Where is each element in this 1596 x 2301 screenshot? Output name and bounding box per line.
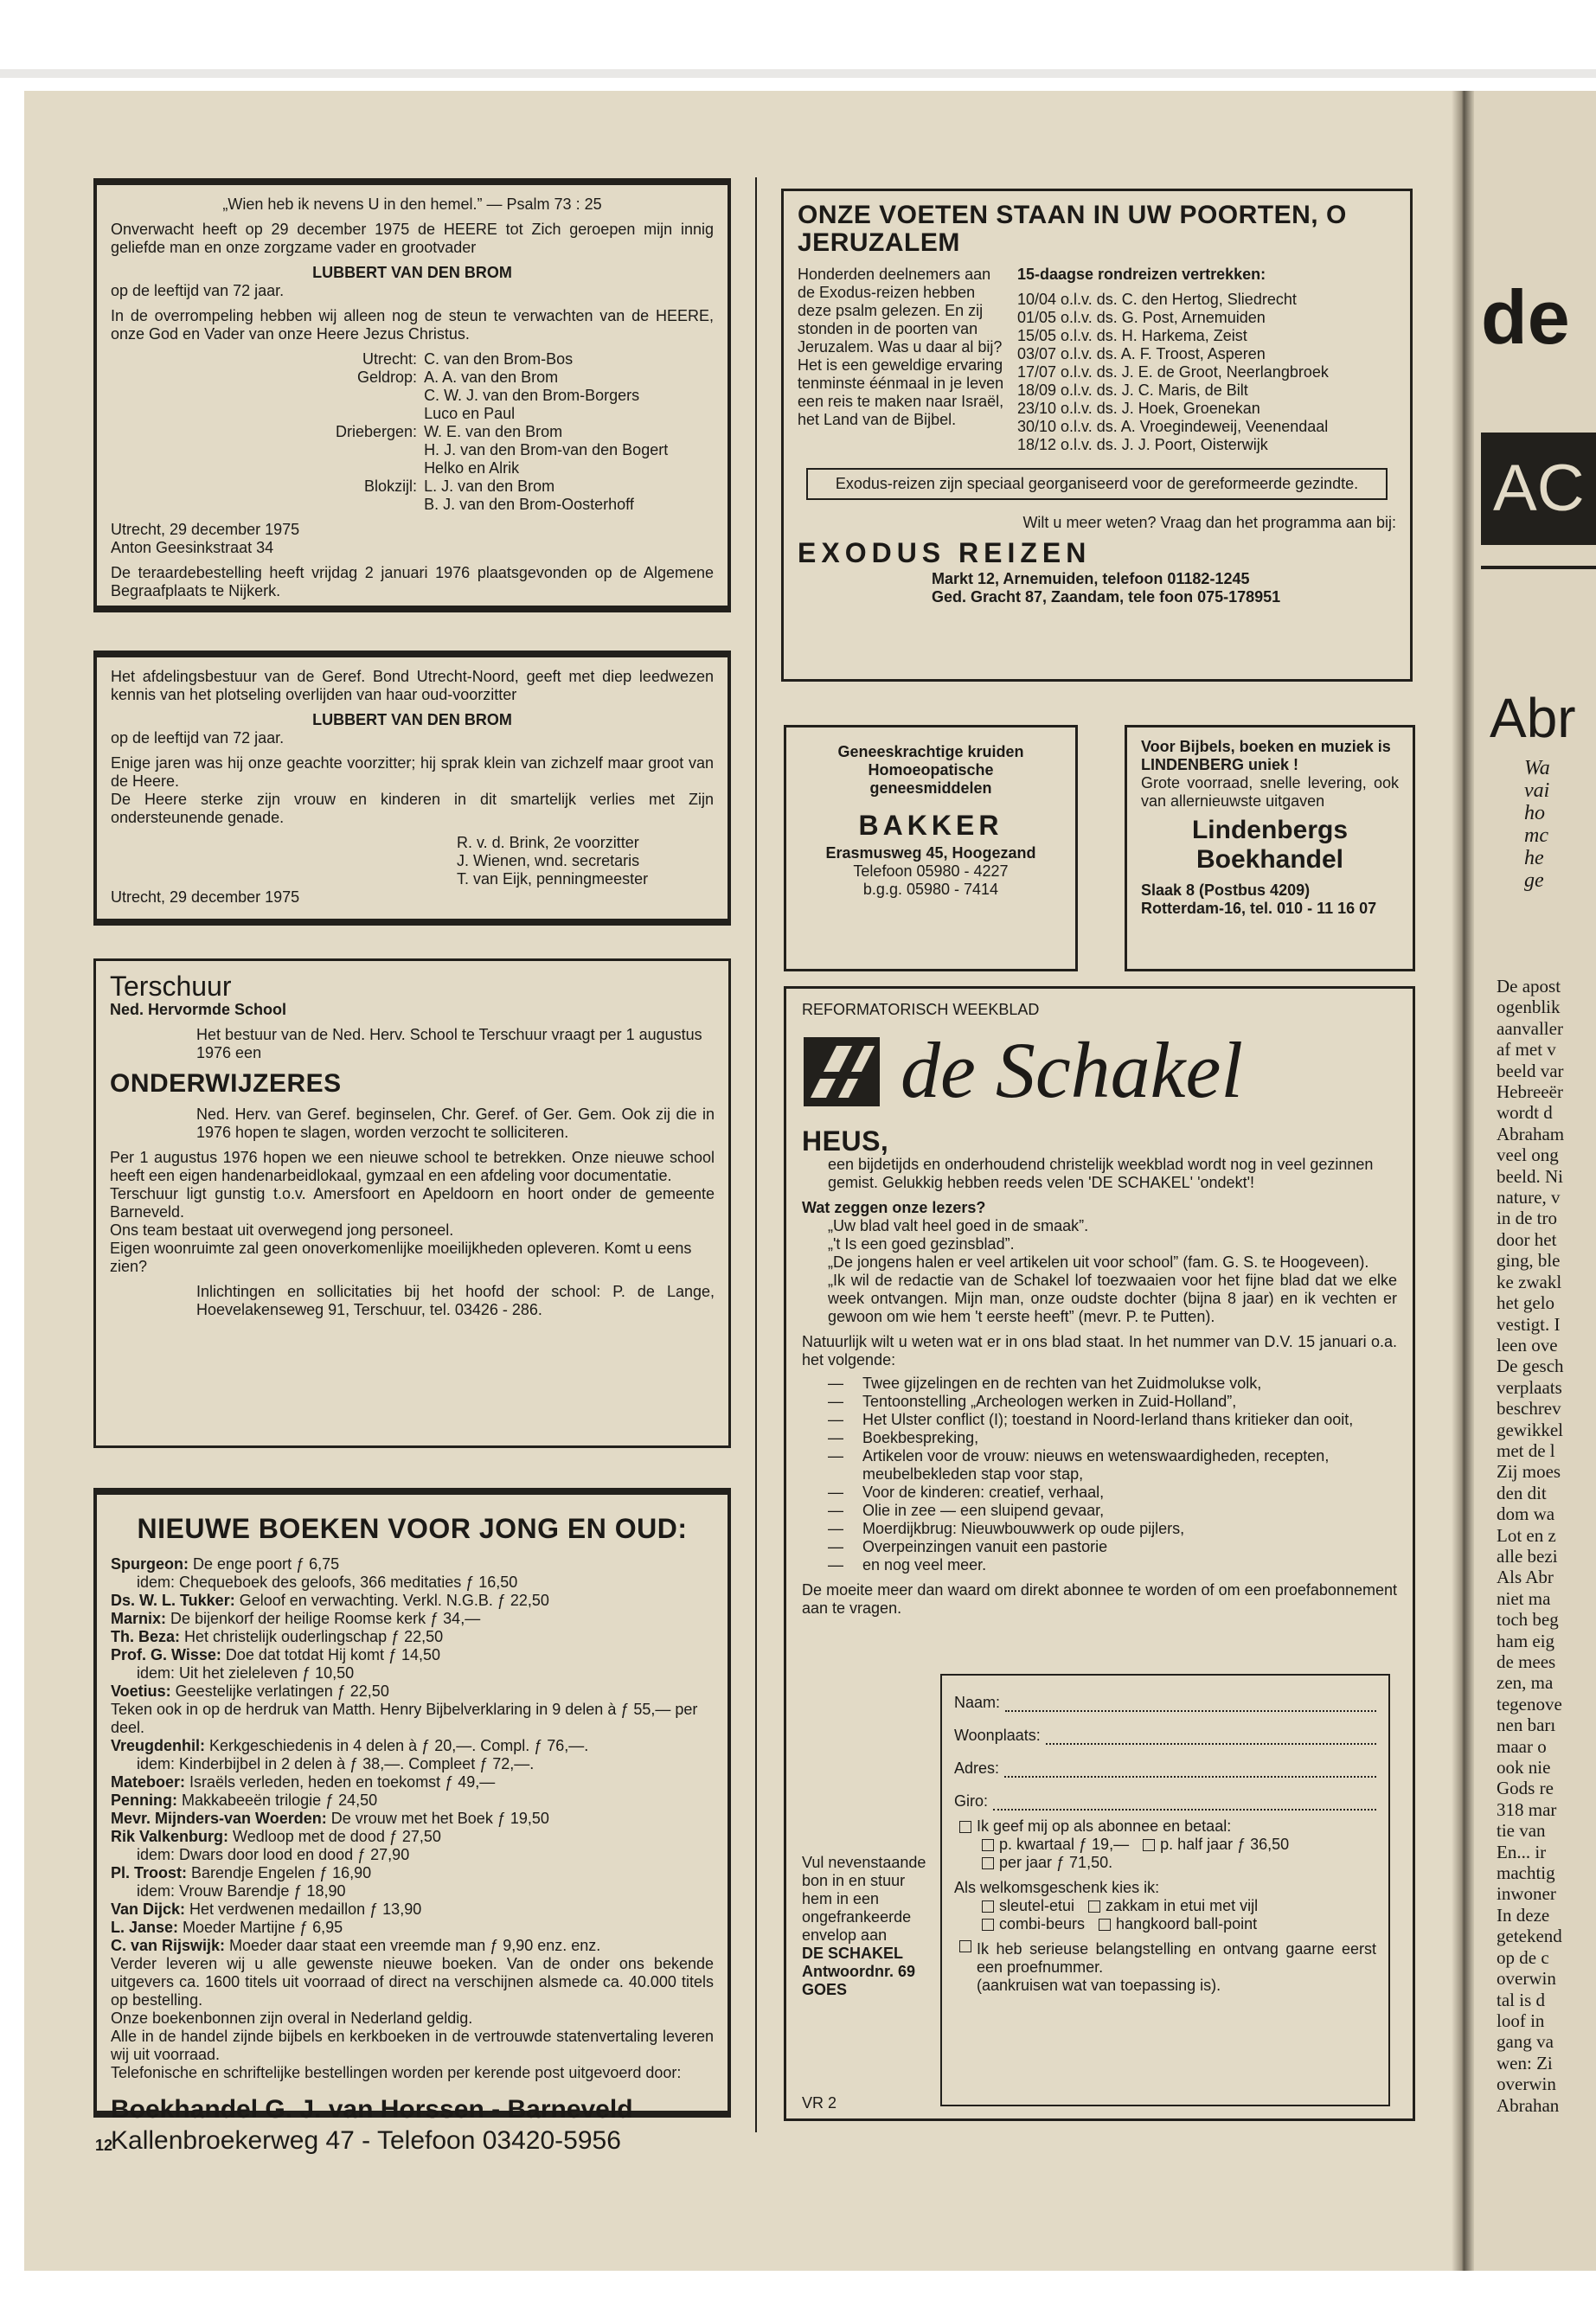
- coupon-code: VR 2: [802, 2094, 837, 2112]
- bakker-phone: Telefoon 05980 - 4227: [853, 862, 1009, 880]
- books-body-3: Alle in de handel zijnde bijbels en kerkboeken in de vertrouwde statenvertaling leveren wij uit voorraad.: [111, 2028, 714, 2063]
- coupon-to-3: GOES: [802, 1981, 848, 1998]
- bakker-phone-alt: b.g.g. 05980 - 7414: [862, 881, 999, 898]
- next-page-line: inwoner: [1497, 1883, 1556, 1905]
- next-page-line: De gesch: [1497, 1356, 1564, 1377]
- tour-entry: 30/10 o.l.v. ds. A. Vroegindeweij, Veenendaal: [1017, 418, 1329, 435]
- tour-entry: 03/07 o.l.v. ds. A. F. Troost, Asperen: [1017, 345, 1266, 362]
- family-list: [336, 350, 714, 514]
- address-field[interactable]: Adres:: [954, 1745, 1376, 1778]
- lindenberg-ad: [1125, 725, 1415, 971]
- next-page-line: gang va: [1497, 2031, 1554, 2053]
- book-entry: [111, 1574, 714, 1592]
- book-entry: [111, 1919, 714, 1937]
- next-page-line: Abrahan: [1497, 2094, 1560, 2116]
- reader-quote: „De jongens halen er veel artikelen uit voor school” (fam. G. S. te Hoogeveen).: [828, 1253, 1369, 1271]
- next-page-line: Als Abr: [1497, 1567, 1554, 1588]
- tour-entry: 18/12 o.l.v. ds. J. J. Poort, Oisterwijk: [1017, 436, 1268, 453]
- book-entry: [111, 1628, 714, 1646]
- family-place: [336, 387, 417, 405]
- exodus-headline: ONZE VOETEN STAAN IN UW POORTEN, O JERUZALEM: [798, 201, 1347, 257]
- family-place: Driebergen:: [336, 423, 418, 440]
- bakker-herbs-ad: [784, 725, 1078, 971]
- next-page-line: aanvaller: [1497, 1017, 1563, 1039]
- next-page-line: veel ong: [1497, 1144, 1559, 1166]
- issue-contents: [828, 1375, 1397, 1574]
- next-page-title: Abr: [1490, 687, 1576, 749]
- next-page-line: tal is d: [1497, 1989, 1545, 2010]
- book-author: Prof. G. Wisse:: [111, 1646, 221, 1663]
- psalm-quote: „Wien heb ik nevens U in den hemel.” — Psalm 73 : 25: [222, 195, 602, 213]
- next-page-italic-line: mc: [1524, 824, 1548, 847]
- book-author: Mateboer:: [111, 1773, 186, 1791]
- next-page-line: verplaats: [1497, 1376, 1562, 1398]
- school-vacancy-ad: [93, 958, 731, 1448]
- family-place: Utrecht:: [362, 350, 418, 368]
- next-page-line: leen ove: [1497, 1334, 1558, 1356]
- book-entry: [111, 1810, 714, 1828]
- lindenberg-address-1: Slaak 8 (Postbus 4209): [1141, 881, 1311, 899]
- next-page-line: loof in: [1497, 2009, 1545, 2031]
- page-number: 12: [95, 2137, 113, 2154]
- next-page-line: overwin: [1497, 2073, 1556, 2095]
- coupon-instructions: [802, 1854, 932, 2112]
- deceased-age: op de leeftijd van 72 jaar.: [111, 282, 285, 299]
- book-title: De enge poort ƒ 6,75: [189, 1555, 340, 1573]
- book-title: idem: Vrouw Barendje ƒ 18,90: [137, 1882, 346, 1900]
- reader-quote: „Ik wil de redactie van de Schakel lof toezwaaien voor het fijne blad dat we elke week ontvangen. Mijn man, onze oudste dochter (bijna 8 jaar) en ik vechten er gewoon om wie hem 't eerste heeft” (mevr. P. te Putten).: [828, 1272, 1397, 1325]
- schakel-outro: De moeite meer dan waard om direkt abonnee te worden of om een proefabonnement aan te vragen.: [802, 1581, 1397, 1617]
- book-title: Doe dat totdat Hij komt ƒ 14,50: [221, 1646, 441, 1663]
- next-page-line: beeld var: [1497, 1060, 1564, 1081]
- next-page-line: af met v: [1497, 1039, 1556, 1061]
- books-body-4: Telefonische en schriftelijke bestellingen worden per kerende post uitgevoerd door:: [111, 2064, 682, 2081]
- family-member: B. J. van den Brom-Oosterhoff: [424, 496, 634, 513]
- book-author: Penning:: [111, 1791, 177, 1809]
- schakel-next: Natuurlijk wilt u weten wat er in ons blad staat. In het nummer van D.V. 15 januari o.a. het volgende:: [802, 1333, 1397, 1368]
- next-page-italic-line: he: [1524, 847, 1544, 869]
- book-entry: [111, 1882, 714, 1900]
- school-name: Ned. Hervormde School: [110, 1001, 287, 1018]
- issue-item: — Artikelen voor de vrouw: nieuws en wetenswaardigheden, recepten, meubelbekleden stap voor stap,: [828, 1447, 1330, 1483]
- book-author: Voetius:: [111, 1682, 171, 1700]
- page-gutter: [1452, 91, 1474, 2271]
- bookshop-address: Kallenbroekerweg 47 - Telefoon 03420-5956: [111, 2126, 621, 2155]
- family-member: W. E. van den Brom: [424, 423, 563, 440]
- book-title: Geestelijke verlatingen ƒ 22,50: [170, 1682, 389, 1700]
- next-page-line: En... ir: [1497, 1841, 1547, 1862]
- issue-item: — Overpeinzingen vanuit een pastorie: [828, 1538, 1108, 1555]
- next-page-line: het gelo: [1497, 1292, 1555, 1314]
- next-page-italic: [1524, 757, 1550, 892]
- family-member: H. J. van den Brom-van den Bogert: [424, 441, 669, 458]
- family-member: C. van den Brom-Bos: [424, 350, 574, 368]
- book-entry: [111, 1773, 714, 1791]
- next-page-line: Abraham: [1497, 1123, 1565, 1144]
- next-page-line: wen: Zi: [1497, 2052, 1553, 2073]
- subscribe-checkbox[interactable]: [959, 1821, 971, 1833]
- book-entry: [111, 1701, 714, 1737]
- next-page-line: ging, ble: [1497, 1250, 1561, 1272]
- bond-intro: Het afdelingsbestuur van de Geref. Bond Utrecht-Noord, geeft met diep leedwezen kennis van het plotseling overlijden van haar oud-voorzitter: [111, 668, 714, 703]
- book-entry: [111, 1791, 714, 1810]
- bakker-address: Erasmusweg 45, Hoogezand: [825, 844, 1036, 862]
- book-entry: [111, 1664, 714, 1682]
- book-title: Teken ook in op de herdruk van Matth. Henry Bijbelverklaring in 9 delen à ƒ 55,— per deel.: [111, 1701, 698, 1736]
- issue-item: — Tentoonstelling „Archeologen werken in Zuid-Holland”,: [828, 1393, 1237, 1410]
- book-title: Makkabeeën trilogie ƒ 24,50: [177, 1791, 378, 1809]
- schakel-intro: een bijdetijds en onderhoudend christelijk weekblad wordt nog in veel gezinnen gemist. Gelukkig hebben reeds velen 'DE SCHAKEL' 'ondekt'!: [828, 1156, 1374, 1191]
- job-title: ONDERWIJZERES: [110, 1069, 342, 1098]
- exodus-text: Honderden deelnemers aan de Exodus-reizen hebben deze psalm gelezen. En zij stonden in de poorten van Jeruzalem. Was u daar al bij? Het is een geweldige ervaring tenminste éénmaal in je leven een reis te maken naar Israël, het Land van de Bijbel.: [798, 266, 1004, 428]
- tour-entry: 18/09 o.l.v. ds. J. C. Maris, de Bilt: [1017, 381, 1248, 399]
- signer: T. van Eijk, penningmeester: [457, 870, 649, 888]
- family-place: Blokzijl:: [364, 478, 418, 495]
- issue-item: — Moerdijkbrug: Nieuwbouwwerk op oude pijlers,: [828, 1520, 1185, 1537]
- next-page-line: 318 mar: [1497, 1798, 1557, 1820]
- obituary-family: [93, 178, 731, 612]
- lindenberg-address-2: Rotterdam-16, tel. 010 - 11 16 07: [1141, 900, 1377, 917]
- gift-pen-checkbox[interactable]: [1099, 1919, 1111, 1931]
- book-author: Mevr. Mijnders-van Woerden:: [111, 1810, 327, 1827]
- next-page-line: Gods re: [1497, 1778, 1554, 1799]
- next-page-column: [1497, 976, 1596, 2116]
- book-title: idem: Dwars door lood en dood ƒ 27,90: [137, 1846, 410, 1863]
- next-page-line: gewikkel: [1497, 1419, 1563, 1440]
- obituary-faith: In de overrompeling hebben wij alleen nog de steun te verwachten van de HEERE, onze God en Vader van onze Heere Jezus Christus.: [111, 307, 714, 343]
- exodus-travel-ad: [781, 189, 1413, 682]
- next-page-line: Zij moes: [1497, 1461, 1561, 1483]
- bakker-line: Homoeopatische: [868, 761, 994, 779]
- tour-entry: 01/05 o.l.v. ds. G. Post, Arnemuiden: [1017, 309, 1266, 326]
- book-author: Pl. Troost:: [111, 1864, 188, 1881]
- book-entry: [111, 1755, 714, 1773]
- book-title: Kerkgeschiedenis in 4 delen à ƒ 20,—. Compl. ƒ 76,—.: [205, 1737, 589, 1754]
- book-entry: [111, 1610, 714, 1628]
- next-page-line: getekend: [1497, 1926, 1562, 1947]
- book-title: Moeder daar staat een vreemde man ƒ 9,90 enz. enz.: [225, 1937, 601, 1954]
- next-page-line: op de c: [1497, 1946, 1549, 1968]
- bond-body-1: Enige jaren was hij onze geachte voorzitter; hij sprak klein van zichzelf maar groot van de Heere.: [111, 754, 714, 790]
- book-title: Moeder Martijne ƒ 6,95: [178, 1919, 343, 1936]
- column-divider: [755, 177, 757, 2132]
- issue-item: — Boekbespreking,: [828, 1429, 979, 1446]
- next-page-line: tegenove: [1497, 1693, 1562, 1715]
- book-entry: [111, 1682, 714, 1701]
- next-page-line: de mees: [1497, 1651, 1556, 1672]
- next-page-line: wordt d: [1497, 1102, 1553, 1124]
- exodus-address-1: Markt 12, Arnemuiden, telefoon 01182-1245: [932, 570, 1250, 587]
- book-title: Het christelijk ouderlingschap ƒ 22,50: [180, 1628, 444, 1645]
- school-body-4: Eigen woonruimte zal geen onoverkomenlijke moeilijkheden opleveren. Komt u eens zien?: [110, 1240, 692, 1275]
- quarter-checkbox[interactable]: [982, 1839, 994, 1851]
- viewer-top-bar: [0, 69, 1596, 78]
- subscription-coupon: Naam: Woonplaats: Adres: Giro: Ik geef mij op als abonnee en betaal: p. kwartaal ƒ 19,— p. half jaar ƒ 36,50 per jaar ƒ 71,50. Als welkomsgeschenk kies ik: sleutel-etui zakkam in etui met vijl combi-beurs hangkoord ball-point Ik heb serieuse belangstelling en ontvang gaarne eerst een proefnummer. (aankruisen wat van toepassing is).: [940, 1674, 1390, 2106]
- book-title: Geloof en verwachting. Verkl. N.G.B. ƒ 22,50: [234, 1592, 549, 1609]
- book-author: Th. Beza:: [111, 1628, 181, 1645]
- gift-purse-checkbox[interactable]: [982, 1919, 994, 1931]
- next-page-line: in de tro: [1497, 1208, 1557, 1229]
- book-entry: [111, 1737, 714, 1755]
- tour-entry: 23/10 o.l.v. ds. J. Hoek, Groenekan: [1017, 400, 1260, 417]
- next-page-line: ogenblik: [1497, 997, 1561, 1018]
- book-title: Wedloop met de dood ƒ 27,50: [228, 1828, 441, 1845]
- bond-body-2: De Heere sterke zijn vrouw en kinderen in dit smartelijk verlies met Zijn ondersteunende genade.: [111, 791, 714, 826]
- burial-notice: De teraardebestelling heeft vrijdag 2 januari 1976 plaatsgevonden op de Algemene Begraafplaats te Nijkerk.: [111, 564, 714, 599]
- book-author: C. van Rijswijk:: [111, 1937, 226, 1954]
- gift-etui-checkbox[interactable]: [982, 1900, 994, 1913]
- book-title: idem: Uit het zieleleven ƒ 10,50: [137, 1664, 355, 1682]
- school-body-1: Per 1 augustus 1976 hopen we een nieuwe school te betrekken. Onze nieuwe school heeft een eigen handenarbeidlokaal, gymzaal en een afdeling voor documentatie.: [110, 1149, 715, 1184]
- bakker-line: geneesmiddelen: [869, 779, 992, 797]
- book-author: Ds. W. L. Tukker:: [111, 1592, 235, 1609]
- schakel-question: Wat zeggen onze lezers?: [802, 1199, 986, 1216]
- school-place: Terschuur: [110, 971, 232, 1002]
- next-page-line: nen barı: [1497, 1715, 1556, 1736]
- book-entry: [111, 1828, 714, 1846]
- lindenberg-sub: Grote voorraad, snelle levering, ook van allernieuwste uitgaven: [1141, 774, 1399, 810]
- book-title: De vrouw met het Boek ƒ 19,50: [326, 1810, 549, 1827]
- lindenberg-head: Voor Bijbels, boeken en muziek is LINDENBERG uniek !: [1141, 738, 1391, 773]
- issue-item: — Het Ulster conflict (I); toestand in Noord-Ierland thans kritieker dan ooit,: [828, 1411, 1354, 1428]
- bond-date: Utrecht, 29 december 1975: [111, 888, 300, 906]
- schakel-logo: de Schakel: [901, 1026, 1243, 1114]
- book-author: Rik Valkenburg:: [111, 1828, 229, 1845]
- coupon-to-1: DE SCHAKEL: [802, 1945, 904, 1962]
- reader-quote: „'t Is een goed gezinsblad”.: [828, 1235, 1015, 1253]
- issue-item: — Olie in zee — een sluipend gevaar,: [828, 1502, 1105, 1519]
- lindenberg-name-2: Boekhandel: [1195, 845, 1344, 874]
- tour-entry: 17/07 o.l.v. ds. J. E. de Groot, Neerlangbroek: [1017, 363, 1329, 381]
- family-member: C. W. J. van den Brom-Borgers: [424, 387, 640, 404]
- reader-quotes: [828, 1217, 1397, 1326]
- deceased-name: LUBBERT VAN DEN BROM: [312, 264, 512, 281]
- book-entry: [111, 1900, 714, 1919]
- giro-field[interactable]: Giro:: [954, 1778, 1376, 1811]
- job-requirements: Ned. Herv. van Geref. beginselen, Chr. Geref. of Ger. Gem. Ook zij die in 1976 hopen te slagen, worden verzocht te solliciteren.: [196, 1106, 715, 1141]
- next-page-italic-line: vai: [1524, 779, 1550, 802]
- book-title: idem: Kinderbijbel in 2 delen à ƒ 38,—. Compleet ƒ 72,—.: [137, 1755, 535, 1772]
- name-field[interactable]: Naam:: [954, 1679, 1376, 1712]
- next-page-line: beschrev: [1497, 1398, 1561, 1420]
- family-place: [336, 441, 417, 459]
- gift-label: Als welkomsgeschenk kies ik:: [954, 1879, 1160, 1896]
- books-title: NIEUWE BOEKEN VOOR JONG EN OUD:: [137, 1513, 688, 1544]
- next-page-line: machtig: [1497, 1862, 1555, 1884]
- halfyear-checkbox[interactable]: [1143, 1839, 1155, 1851]
- book-entry: [111, 1555, 714, 1574]
- bakker-line: Geneeskrachtige kruiden: [837, 743, 1024, 760]
- books-body-2: Onze boekenbonnen zijn overal in Nederland geldig.: [111, 2009, 473, 2027]
- next-page-line: zen, ma: [1497, 1672, 1554, 1694]
- next-page-line: nature, v: [1497, 1187, 1561, 1208]
- book-entry: [111, 1846, 714, 1864]
- book-title: Het verdwenen medaillon ƒ 13,90: [185, 1900, 422, 1918]
- books-body-1: Verder leveren wij u alle gewenste nieuwe boeken. Van de onder ons bekende uitgevers ca. 1600 titels uit voorraad of direct na verschijnen alsmede ca. 40.000 titels op bestelling.: [111, 1955, 714, 2009]
- bookshop-name: Boekhandel G. J. van Horssen - Barneveld: [111, 2095, 633, 2124]
- book-author: L. Janse:: [111, 1919, 179, 1936]
- next-page-line: den dit: [1497, 1482, 1547, 1503]
- lindenberg-name-1: Lindenbergs: [1191, 816, 1348, 844]
- gift-comb-checkbox[interactable]: [1088, 1900, 1100, 1913]
- next-page-line: toch beg: [1497, 1609, 1559, 1631]
- family-place: [336, 496, 417, 514]
- bakker-name: BAKKER: [858, 810, 1003, 841]
- year-checkbox[interactable]: [982, 1857, 994, 1869]
- next-page-line: door het: [1497, 1228, 1557, 1250]
- book-title: Barendje Engelen ƒ 16,90: [187, 1864, 372, 1881]
- bond-deceased-age: op de leeftijd van 72 jaar.: [111, 729, 285, 747]
- reader-quote: „Uw blad valt heel goed in de smaak”.: [828, 1217, 1089, 1234]
- next-page-line: niet ma: [1497, 1587, 1551, 1609]
- next-page-line: tie van: [1497, 1820, 1546, 1842]
- book-entry: [111, 1592, 714, 1610]
- book-title: De bijenkorf der heilige Roomse kerk ƒ 34,—: [166, 1610, 481, 1627]
- trial-checkbox[interactable]: [959, 1940, 971, 1952]
- bond-deceased-name: LUBBERT VAN DEN BROM: [312, 711, 512, 728]
- next-page-rule: [1481, 566, 1596, 569]
- family-member: A. A. van den Brom: [424, 369, 559, 386]
- family-member: L. J. van den Brom: [424, 478, 555, 495]
- next-page-line: ook nie: [1497, 1757, 1551, 1779]
- book-entry: [111, 1864, 714, 1882]
- issue-item: — en nog veel meer.: [828, 1556, 987, 1574]
- next-page-headline: de: [1481, 274, 1570, 360]
- family-member: Helko en Alrik: [424, 459, 520, 477]
- next-page-line: Hebreeër: [1497, 1081, 1563, 1103]
- book-author: Vreugdenhil:: [111, 1737, 206, 1754]
- book-author: Van Dijck:: [111, 1900, 186, 1918]
- signer: J. Wienen, wnd. secretaris: [457, 852, 640, 869]
- obituary-address: Anton Geesinkstraat 34: [111, 539, 274, 556]
- book-author: Spurgeon:: [111, 1555, 189, 1573]
- schakel-label: REFORMATORISCH WEEKBLAD: [802, 1001, 1040, 1018]
- next-page-line: maar o: [1497, 1735, 1547, 1757]
- next-page-line: Lot en z: [1497, 1524, 1556, 1546]
- family-member: Luco en Paul: [424, 405, 516, 422]
- tour-list: [1017, 291, 1396, 454]
- exodus-box-note: Exodus-reizen zijn speciaal georganiseerd voor de gereformeerde gezindte.: [806, 468, 1388, 500]
- coupon-to-2: Antwoordnr. 69: [802, 1963, 916, 1980]
- obituary-date: Utrecht, 29 december 1975: [111, 521, 300, 538]
- book-title: idem: Chequeboek des geloofs, 366 meditaties ƒ 16,50: [137, 1574, 518, 1591]
- tours-title: 15-daagse rondreizen vertrekken:: [1017, 266, 1266, 283]
- next-page-line: met de l: [1497, 1439, 1555, 1461]
- exodus-address-2: Ged. Gracht 87, Zaandam, tele foon 075-178951: [932, 588, 1281, 606]
- obituary-intro: Onverwacht heeft op 29 december 1975 de HEERE tot Zich geroepen mijn innig geliefde man en onze zorgzame vader en grootvader: [111, 221, 714, 256]
- book-entry: [111, 1937, 714, 1955]
- issue-item: — Twee gijzelingen en de rechten van het Zuidmolukse volk,: [828, 1375, 1262, 1392]
- next-page-line: vestigt. I: [1497, 1313, 1561, 1335]
- schakel-heus: HEUS,: [802, 1125, 889, 1157]
- school-body-3: Ons team bestaat uit overwegend jong personeel.: [110, 1221, 454, 1239]
- tour-entry: 15/05 o.l.v. ds. H. Harkema, Zeist: [1017, 327, 1247, 344]
- next-page-line: alle bezi: [1497, 1545, 1558, 1567]
- school-info: Inlichtingen en sollicitaties bij het hoofd der school: P. de Lange, Hoevelakenseweg 91, Terschuur, tel. 03426 - 286.: [196, 1283, 715, 1318]
- coupon-note: (aankruisen wat van toepassing is).: [977, 1977, 1221, 1994]
- book-entry: [111, 1646, 714, 1664]
- bond-signers: [457, 834, 714, 888]
- school-intro: Het bestuur van de Ned. Herv. School te Terschuur vraagt per 1 augustus 1976 een: [196, 1026, 702, 1061]
- book-title: Israëls verleden, heden en toekomst ƒ 49,—: [185, 1773, 496, 1791]
- next-page-line: beeld. Ni: [1497, 1165, 1563, 1187]
- family-place: [336, 405, 417, 423]
- next-page-band: AC: [1481, 433, 1596, 545]
- next-page-italic-line: Wa: [1524, 757, 1550, 779]
- next-page-line: In deze: [1497, 1904, 1550, 1926]
- coupon-left-text: Vul nevenstaande bon in en stuur hem in een ongefrankeerde envelop aan: [802, 1854, 926, 1944]
- exodus-question: Wilt u meer weten? Vraag dan het programma aan bij:: [1022, 514, 1396, 531]
- next-page-line: ham eig: [1497, 1630, 1555, 1651]
- tour-entry: 10/04 o.l.v. ds. C. den Hertog, Sliedrecht: [1017, 291, 1297, 308]
- next-page-line: overwin: [1497, 1968, 1556, 1990]
- next-page-italic-line: ho: [1524, 802, 1545, 824]
- issue-item: — Voor de kinderen: creatief, verhaal,: [828, 1484, 1105, 1501]
- book-list: [111, 1555, 714, 1955]
- family-place: [336, 459, 417, 478]
- school-body-2: Terschuur ligt gunstig t.o.v. Amersfoort en Apeldoorn en hoort onder de gemeente Barneveld.: [110, 1185, 715, 1221]
- exodus-brand: EXODUS REIZEN: [798, 537, 1092, 568]
- next-page-italic-line: ge: [1524, 869, 1544, 892]
- signer: R. v. d. Brink, 2e voorzitter: [457, 834, 639, 851]
- book-author: Marnix:: [111, 1610, 167, 1627]
- place-field[interactable]: Woonplaats:: [954, 1712, 1376, 1745]
- obituary-bond: [93, 651, 731, 926]
- next-page-line: De apost: [1497, 976, 1561, 997]
- de-schakel-ad: [784, 986, 1415, 2121]
- next-page-line: dom wa: [1497, 1503, 1555, 1525]
- schakel-logo-icon: [802, 1029, 885, 1112]
- family-place: Geldrop:: [357, 369, 418, 386]
- next-page-line: ke zwakl: [1497, 1271, 1562, 1292]
